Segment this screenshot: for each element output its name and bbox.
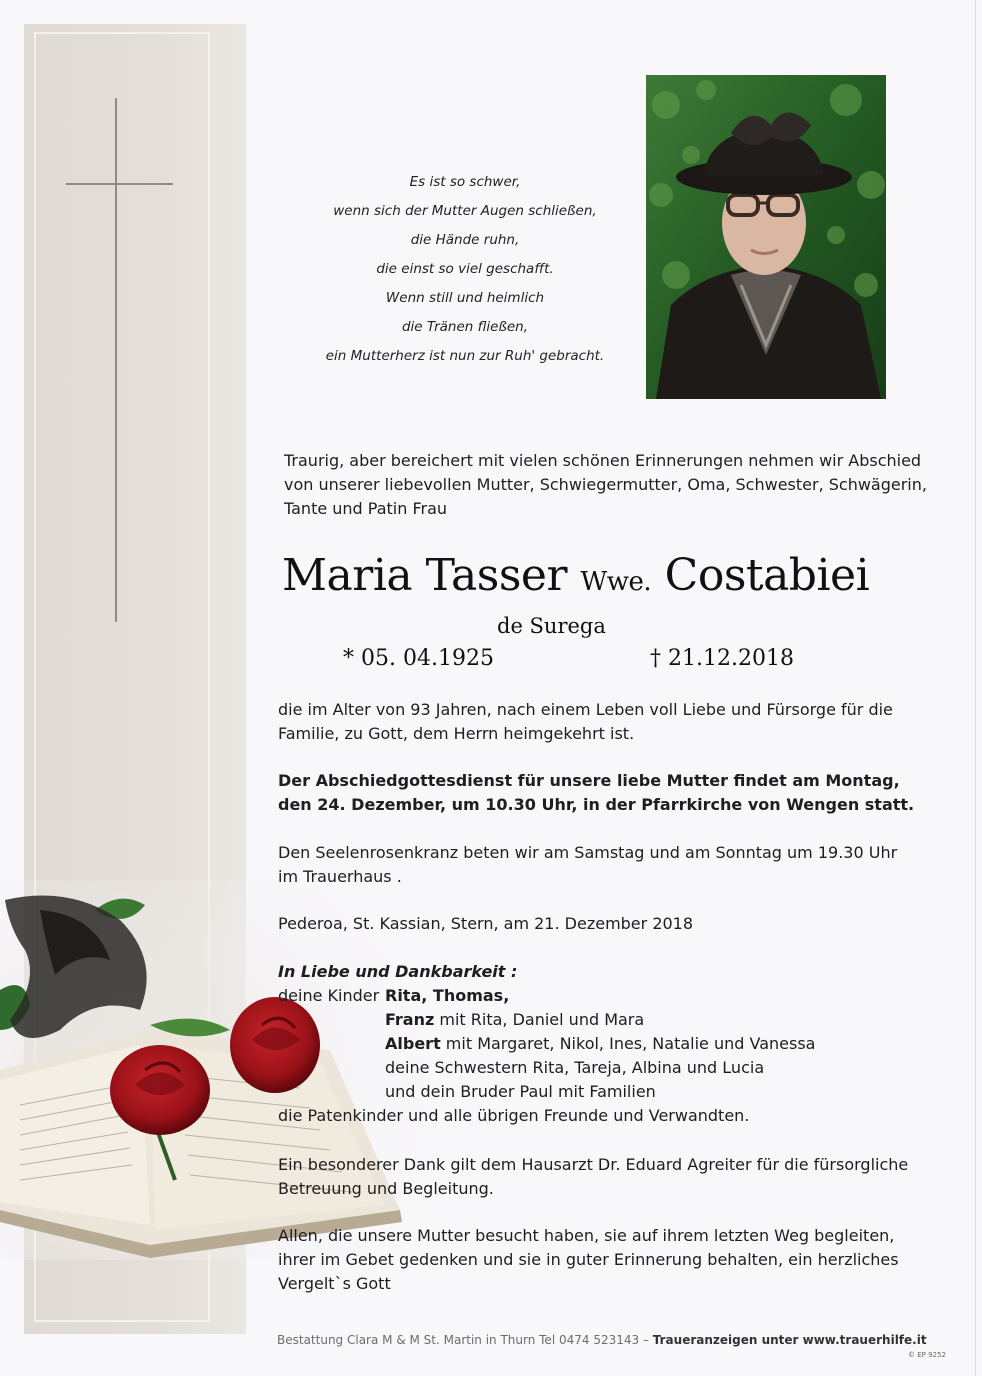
children-names: Rita, Thomas, [385,986,510,1005]
service-line: den 24. Dezember, um 10.30 Uhr, in der Pfarrkirche von Wengen statt. [278,795,915,814]
rosary-text [278,841,938,889]
age-line: Familie, zu Gott, dem Herrn heimgekehrt ist. [278,724,635,743]
birth-name: de Surega [497,614,606,638]
cross-icon-vertical [115,98,117,622]
poem [300,168,630,371]
page-edge [975,0,976,1376]
child-franz: Franz mit Rita, Daniel und Mara [385,1010,645,1029]
brother-line: und dein Bruder Paul mit Familien [385,1082,656,1101]
child-albert: Albert mit Margaret, Nikol, Ines, Natalie und Vanessa [385,1034,816,1053]
closing-text [278,1224,938,1296]
poem-line: die Hände ruhn, [410,232,520,248]
children-prefix: deine Kinder [278,986,380,1005]
age-text [278,698,938,746]
poem-line: Wenn still und heimlich [385,290,545,306]
closing-line: Vergelt`s Gott [278,1274,391,1293]
thanks-text [278,1153,938,1201]
intro-line: Tante und Patin Frau [284,499,448,518]
footer [277,1333,927,1347]
widow-marker: Wwe. [580,567,652,597]
closing-line: ihrer im Gebet gedenken und sie in guter Erinnerung behalten, ein herzliches [278,1250,899,1269]
rosary-line: im Trauerhaus . [278,867,402,886]
birth-date: * 05. 04.1925 [343,646,494,671]
survivors-list [278,960,938,1128]
poem-line: die einst so viel geschafft. [376,261,554,277]
portrait-photo [646,75,886,399]
place-date: Pederoa, St. Kassian, Stern, am 21. Dezember 2018 [278,914,694,933]
service-line: Der Abschiedgottesdienst für unsere liebe Mutter findet am Montag, [278,771,900,790]
survivors-heading: In Liebe und Dankbarkeit : [278,962,518,981]
death-date: † 21.12.2018 [650,646,794,671]
closing-line: Allen, die unsere Mutter besucht haben, sie auf ihrem letzten Weg begleiten, [278,1226,895,1245]
footer-website-link[interactable]: Traueranzeigen unter www.trauerhilfe.it [652,1333,927,1347]
thanks-line: Ein besonderer Dank gilt dem Hausarzt Dr. Eduard Agreiter für die fürsorgliche [278,1155,909,1174]
cross-icon-horizontal [66,183,173,185]
intro-line: Traurig, aber bereichert mit vielen schönen Erinnerungen nehmen wir Abschied [284,451,922,470]
deceased-first-name: Maria Tasser [282,550,568,601]
deceased-name [282,548,869,610]
intro-line: von unserer liebevollen Mutter, Schwiegermutter, Oma, Schwester, Schwägerin, [284,475,927,494]
godchildren-line: die Patenkinder und alle übrigen Freunde und Verwandten. [278,1106,750,1125]
funeral-home-info: Bestattung Clara M & M St. Martin in Thurn Tel 0474 523143 – [277,1333,653,1347]
sisters-line: deine Schwestern Rita, Tareja, Albina und Lucia [385,1058,765,1077]
deceased-last-name: Costabiei [664,550,870,601]
funeral-service-text [278,769,938,817]
age-line: die im Alter von 93 Jahren, nach einem Leben voll Liebe und Fürsorge für die [278,700,893,719]
rosary-line: Den Seelenrosenkranz beten wir am Samstag und am Sonntag um 19.30 Uhr [278,843,898,862]
poem-line: ein Mutterherz ist nun zur Ruh' gebracht. [325,348,605,364]
poem-line: die Tränen fließen, [401,319,529,335]
document-code: © EP 9252 [908,1351,946,1359]
thanks-line: Betreuung und Begleitung. [278,1179,494,1198]
poem-line: Es ist so schwer, [409,174,521,190]
intro-text [284,449,944,521]
poem-line: wenn sich der Mutter Augen schließen, [333,203,597,219]
